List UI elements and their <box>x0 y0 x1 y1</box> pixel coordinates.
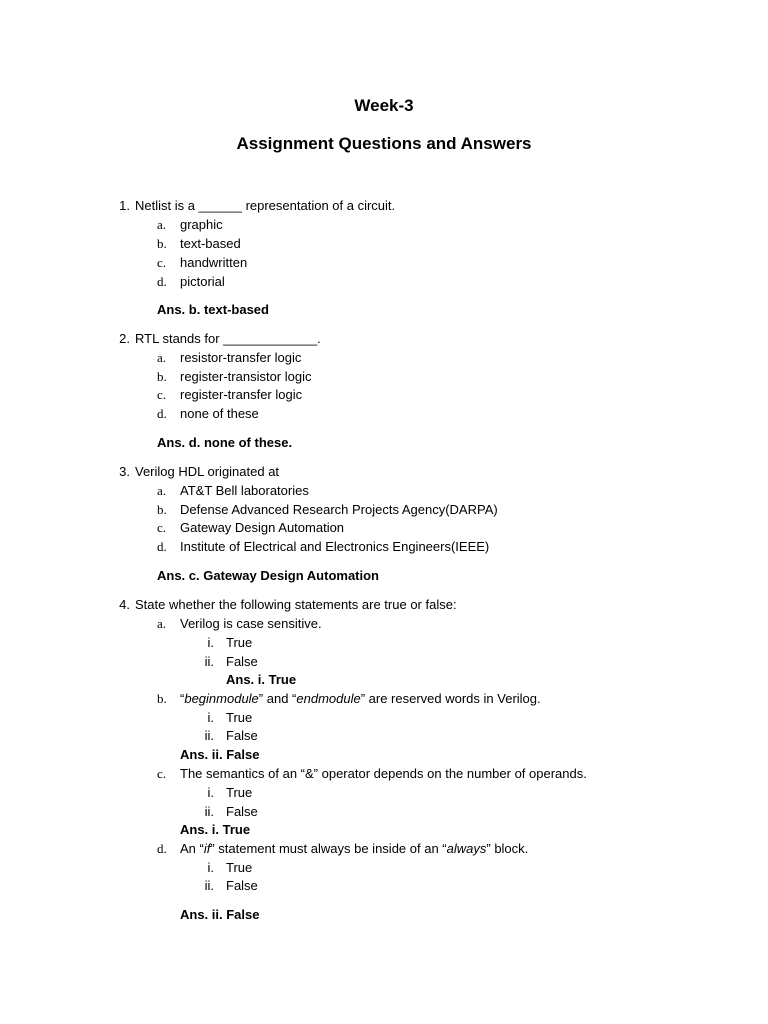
option-text: resistor-transfer logic <box>180 350 302 365</box>
part-statement <box>180 616 322 632</box>
question-text: RTL stands for _____________. <box>135 331 321 346</box>
option-text: Institute of Electrical and Electronics Engineers(IEEE) <box>180 539 490 554</box>
question-text: State whether the following statements are true or false: <box>135 597 457 612</box>
part-statement <box>180 841 528 857</box>
statement-segment-italic: always <box>446 841 487 856</box>
option-text: text-based <box>180 236 241 251</box>
statement-segment: ” block. <box>486 841 529 856</box>
choice-numeral: ii. <box>204 654 214 669</box>
option-text: graphic <box>180 217 223 232</box>
part-statement <box>180 691 541 707</box>
choice-text: False <box>226 728 258 743</box>
answer-text: Ans. d. none of these. <box>157 435 293 450</box>
statement-segment: The semantics of an “&” operator depends on the number of operands. <box>180 766 587 781</box>
part-letter: a. <box>157 616 167 631</box>
question-text: Netlist is a ______ representation of a circuit. <box>135 198 396 213</box>
option-text: register-transfer logic <box>180 387 303 402</box>
option-text: register-transistor logic <box>180 369 312 384</box>
option-letter: c. <box>157 387 167 402</box>
answer-text: Ans. c. Gateway Design Automation <box>157 568 380 583</box>
option-text: handwritten <box>180 255 248 270</box>
statement-segment: Verilog is case sensitive. <box>180 616 322 631</box>
choice-text: True <box>226 785 253 800</box>
option-letter: a. <box>157 350 167 365</box>
option-text: pictorial <box>180 274 225 289</box>
statement-segment: ” statement must always be inside of an “ <box>210 841 447 856</box>
option-letter: a. <box>157 217 167 232</box>
week-heading: Week-3 <box>354 96 414 115</box>
part-statement <box>180 766 587 782</box>
option-letter: a. <box>157 483 167 498</box>
choice-text: False <box>226 804 258 819</box>
option-text: AT&T Bell laboratories <box>180 483 309 498</box>
choice-numeral: ii. <box>204 804 214 819</box>
option-text: none of these <box>180 406 259 421</box>
option-letter: d. <box>157 406 167 421</box>
option-text: Gateway Design Automation <box>180 520 345 535</box>
choice-text: False <box>226 878 258 893</box>
choice-text: True <box>226 635 253 650</box>
statement-segment-italic: beginmodule <box>184 691 259 706</box>
question-number: 2. <box>119 331 130 346</box>
option-letter: b. <box>157 236 167 251</box>
question-number: 1. <box>119 198 130 213</box>
statement-segment: ” are reserved words in Verilog. <box>360 691 541 706</box>
part-letter: b. <box>157 691 167 706</box>
statement-segment: “ <box>180 691 185 706</box>
question-number: 4. <box>119 597 130 612</box>
choice-numeral: ii. <box>204 878 214 893</box>
statement-segment-italic: if <box>203 841 211 856</box>
option-letter: b. <box>157 369 167 384</box>
answer-text: Ans. i. True <box>226 672 297 687</box>
statement-segment: ” and “ <box>258 691 297 706</box>
answer-text: Ans. ii. False <box>180 907 260 922</box>
answer-text: Ans. b. text-based <box>157 302 269 317</box>
statement-segment: An “ <box>180 841 204 856</box>
option-letter: c. <box>157 520 167 535</box>
page-title: Assignment Questions and Answers <box>236 134 532 153</box>
choice-numeral: i. <box>207 635 214 650</box>
choice-text: True <box>226 710 253 725</box>
statement-segment-italic: endmodule <box>296 691 361 706</box>
option-letter: b. <box>157 502 167 517</box>
choice-numeral: i. <box>207 860 214 875</box>
question-text: Verilog HDL originated at <box>135 464 280 479</box>
answer-text: Ans. ii. False <box>180 747 260 762</box>
part-letter: c. <box>157 766 167 781</box>
choice-text: True <box>226 860 253 875</box>
question-number: 3. <box>119 464 130 479</box>
choice-numeral: ii. <box>204 728 214 743</box>
choice-text: False <box>226 654 258 669</box>
answer-text: Ans. i. True <box>180 822 251 837</box>
option-text: Defense Advanced Research Projects Agency(DARPA) <box>180 502 498 517</box>
option-letter: c. <box>157 255 167 270</box>
choice-numeral: i. <box>207 710 214 725</box>
option-letter: d. <box>157 539 167 554</box>
option-letter: d. <box>157 274 167 289</box>
choice-numeral: i. <box>207 785 214 800</box>
part-letter: d. <box>157 841 167 856</box>
